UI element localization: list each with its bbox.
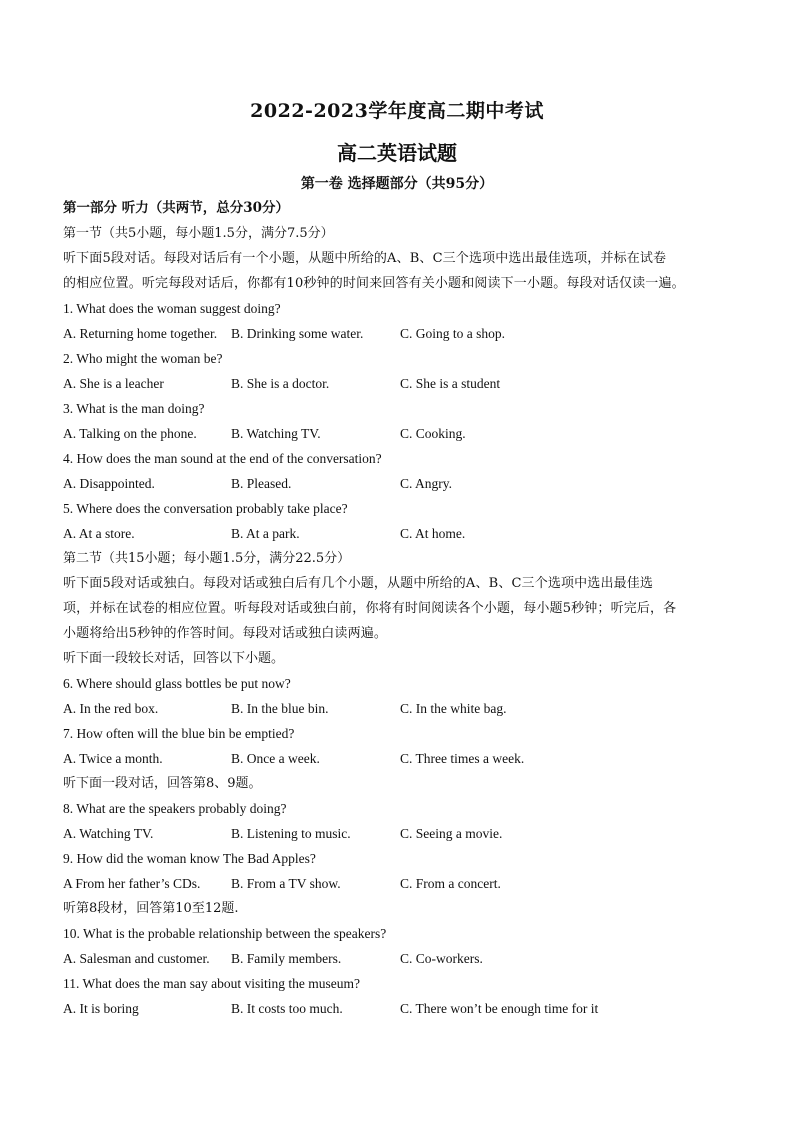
volume-heading: 第一卷 选择题部分（共95分） bbox=[300, 176, 494, 192]
answer-options bbox=[63, 996, 731, 1021]
answer-options bbox=[63, 471, 731, 496]
option-c: C. At home. bbox=[400, 526, 466, 541]
option-a: A. Talking on the phone. bbox=[63, 426, 197, 441]
option-c: C. There won’t be enough time for it bbox=[400, 1001, 599, 1016]
option-c: C. In the white bag. bbox=[400, 701, 507, 716]
group-intro: 听第8段材，回答第10至12题. bbox=[63, 901, 239, 916]
section2-instruction-line: 听下面5段对话或独白。每段对话或独白后有几个小题，从题中所给的A、B、C三个选项中选出最佳选 bbox=[63, 576, 654, 591]
option-a: A. She is a leacher bbox=[63, 376, 164, 391]
answer-options bbox=[63, 821, 731, 846]
option-b: B. At a park. bbox=[231, 526, 300, 541]
part1-heading: 第一部分 听力（共两节，总分30分） bbox=[63, 200, 289, 216]
option-a: A. Disappointed. bbox=[63, 476, 155, 491]
exam-title: 2022-2023学年度高二期中考试 bbox=[250, 100, 544, 122]
option-a: A. Watching TV. bbox=[63, 826, 154, 841]
question-text: 4. How does the man sound at the end of the conversation? bbox=[63, 451, 382, 466]
option-c: C. Cooking. bbox=[400, 426, 466, 441]
option-a: A. It is boring bbox=[63, 1001, 139, 1016]
question-text: 1. What does the woman suggest doing? bbox=[63, 301, 281, 316]
option-c: C. Seeing a movie. bbox=[400, 826, 503, 841]
option-a: A. At a store. bbox=[63, 526, 135, 541]
option-b: B. Watching TV. bbox=[231, 426, 321, 441]
section1-instruction-line: 听下面5段对话。每段对话后有一个小题，从题中所给的A、B、C三个选项中选出最佳选项，并标在试卷 bbox=[63, 251, 667, 266]
option-a: A. Returning home together. bbox=[63, 326, 218, 341]
section2-heading: 第二节（共15小题；每小题1.5分，满分22.5分） bbox=[63, 551, 351, 566]
section2-instruction-line: 项，并标在试卷的相应位置。听每段对话或独白前，你将有时间阅读各个小题，每小题5秒钟；听完后，各 bbox=[63, 601, 677, 616]
option-c: C. From a concert. bbox=[400, 876, 501, 891]
option-c: C. Angry. bbox=[400, 476, 453, 491]
answer-options bbox=[63, 371, 731, 396]
option-b: B. From a TV show. bbox=[231, 876, 341, 891]
section1-heading: 第一节（共5小题，每小题1.5分，满分7.5分） bbox=[63, 226, 334, 241]
section1-instruction-line: 的相应位置。听完每段对话后，你都有10秒钟的时间来回答有关小题和阅读下一小题。每段对话仅读一遍。 bbox=[63, 276, 685, 291]
option-c: C. Three times a week. bbox=[400, 751, 525, 766]
answer-options bbox=[63, 871, 731, 896]
option-a: A. Twice a month. bbox=[63, 751, 163, 766]
option-c: C. Going to a shop. bbox=[400, 326, 506, 341]
answer-options bbox=[63, 421, 731, 446]
question-text: 9. How did the woman know The Bad Apples? bbox=[63, 851, 316, 866]
group-intro: 听下面一段较长对话，回答以下小题。 bbox=[63, 651, 285, 666]
answer-options bbox=[63, 521, 731, 546]
question-text: 10. What is the probable relationship between the speakers? bbox=[63, 926, 387, 941]
section2-instruction-line: 小题将给出5秒钟的作答时间。每段对话或独白读两遍。 bbox=[63, 626, 388, 641]
question-text: 5. Where does the conversation probably take place? bbox=[63, 501, 348, 516]
answer-options bbox=[63, 946, 731, 971]
option-a: A. In the red box. bbox=[63, 701, 159, 716]
answer-options bbox=[63, 321, 731, 346]
option-c: C. She is a student bbox=[400, 376, 501, 391]
option-b: B. In the blue bin. bbox=[231, 701, 329, 716]
option-b: B. Listening to music. bbox=[231, 826, 351, 841]
option-c: C. Co-workers. bbox=[400, 951, 483, 966]
option-b: B. Drinking some water. bbox=[231, 326, 364, 341]
question-text: 11. What does the man say about visiting the museum? bbox=[63, 976, 360, 991]
option-b: B. Once a week. bbox=[231, 751, 320, 766]
exam-content bbox=[63, 196, 731, 1021]
question-text: 7. How often will the blue bin be emptied? bbox=[63, 726, 295, 741]
question-text: 2. Who might the woman be? bbox=[63, 351, 223, 366]
option-b: B. It costs too much. bbox=[231, 1001, 343, 1016]
exam-subtitle: 高二英语试题 bbox=[337, 141, 457, 165]
option-b: B. Pleased. bbox=[231, 476, 292, 491]
option-b: B. She is a doctor. bbox=[231, 376, 330, 391]
answer-options bbox=[63, 696, 731, 721]
question-text: 3. What is the man doing? bbox=[63, 401, 205, 416]
question-text: 8. What are the speakers probably doing? bbox=[63, 801, 287, 816]
option-a: A. Salesman and customer. bbox=[63, 951, 210, 966]
question-text: 6. Where should glass bottles be put now? bbox=[63, 676, 291, 691]
option-a: A From her father’s CDs. bbox=[63, 876, 201, 891]
option-b: B. Family members. bbox=[231, 951, 342, 966]
answer-options bbox=[63, 746, 731, 771]
group-intro: 听下面一段对话，回答第8、9题。 bbox=[63, 776, 262, 791]
